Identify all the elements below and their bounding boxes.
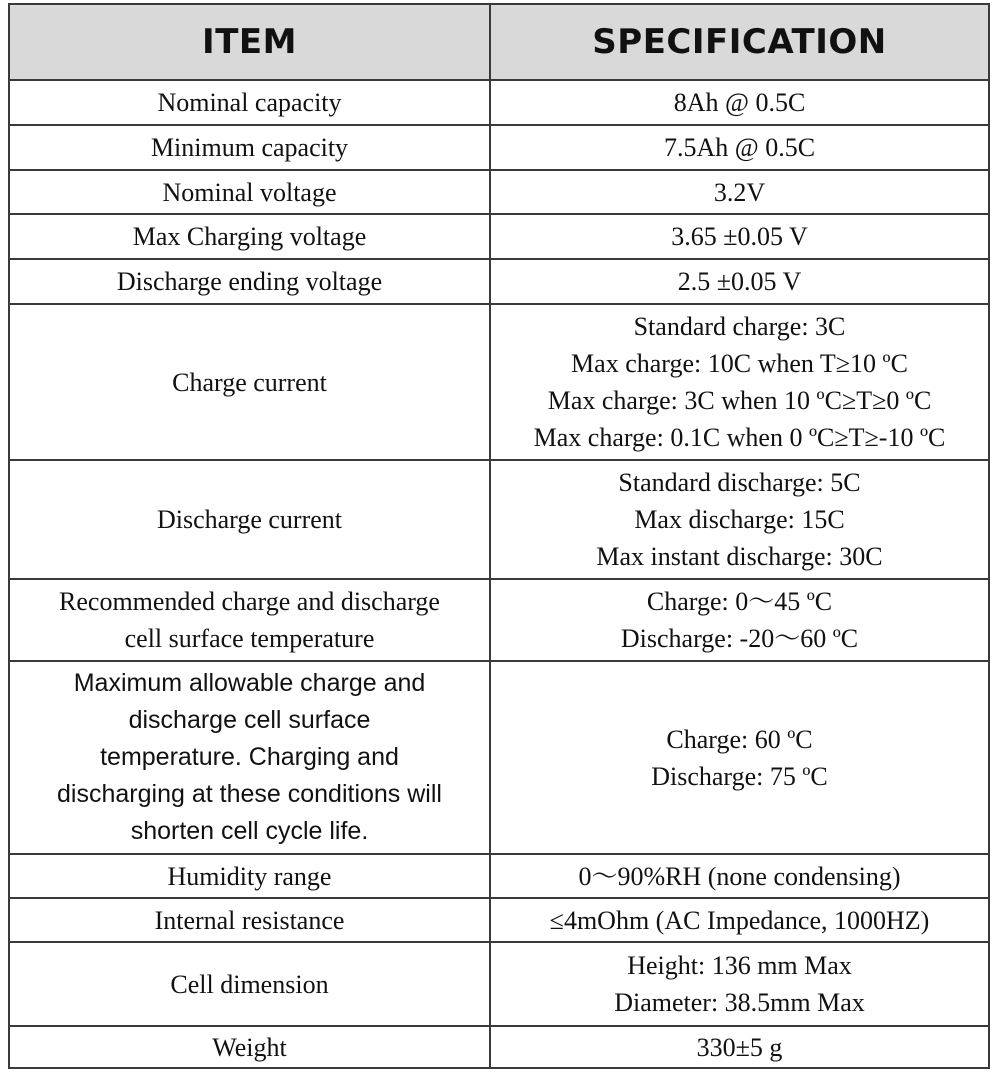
row-spec: Standard discharge: 5C Max discharge: 15C Max instant discharge: 30C [490,460,989,579]
table-row [9,80,989,125]
table-row [9,304,989,460]
row-spec: Standard charge: 3C Max charge: 10C when T≥10 ºC Max charge: 3C when 10 ºC≥T≥0 ºC Max charge: 0.1C when 0 ºC≥T≥-10 ºC [490,304,989,460]
row-item: Weight [9,1026,490,1068]
row-item: Humidity range [9,854,490,898]
row-spec: Charge: 60 ºC Discharge: 75 ºC [490,661,989,854]
row-item: Max Charging voltage [9,214,490,259]
row-item: Internal resistance [9,898,490,942]
table-row [9,661,989,854]
row-item: Charge current [9,304,490,460]
row-item: Discharge current [9,460,490,579]
table-header-row [9,4,989,80]
row-item: Cell dimension [9,942,490,1026]
row-spec: 0～90%RH (none condensing) [490,854,989,898]
row-item: Nominal voltage [9,170,490,214]
row-spec: 3.2V [490,170,989,214]
row-item: Minimum capacity [9,125,490,170]
specification-table [8,3,990,1069]
row-spec: 2.5 ±0.05 V [490,259,989,304]
table-row [9,125,989,170]
table-row [9,854,989,898]
row-spec: 7.5Ah @ 0.5C [490,125,989,170]
table-row [9,579,989,661]
table-row [9,1026,989,1068]
row-item: Discharge ending voltage [9,259,490,304]
table-row [9,170,989,214]
row-item: Nominal capacity [9,80,490,125]
header-specification: SPECIFICATION [490,4,989,80]
table-row [9,214,989,259]
row-item: Recommended charge and discharge cell surface temperature [9,579,490,661]
row-item: Maximum allowable charge and discharge cell surface temperature. Charging and discharging at these conditions will shorten cell cycle life. [9,661,490,854]
row-spec: Charge: 0～45 ºC Discharge: -20～60 ºC [490,579,989,661]
row-spec: 8Ah @ 0.5C [490,80,989,125]
table-row [9,460,989,579]
table-row [9,898,989,942]
row-spec: ≤4mOhm (AC Impedance, 1000HZ) [490,898,989,942]
row-spec: 3.65 ±0.05 V [490,214,989,259]
table-row [9,259,989,304]
row-spec: Height: 136 mm Max Diameter: 38.5mm Max [490,942,989,1026]
header-item: ITEM [9,4,490,80]
table-row [9,942,989,1026]
row-spec: 330±5 g [490,1026,989,1068]
